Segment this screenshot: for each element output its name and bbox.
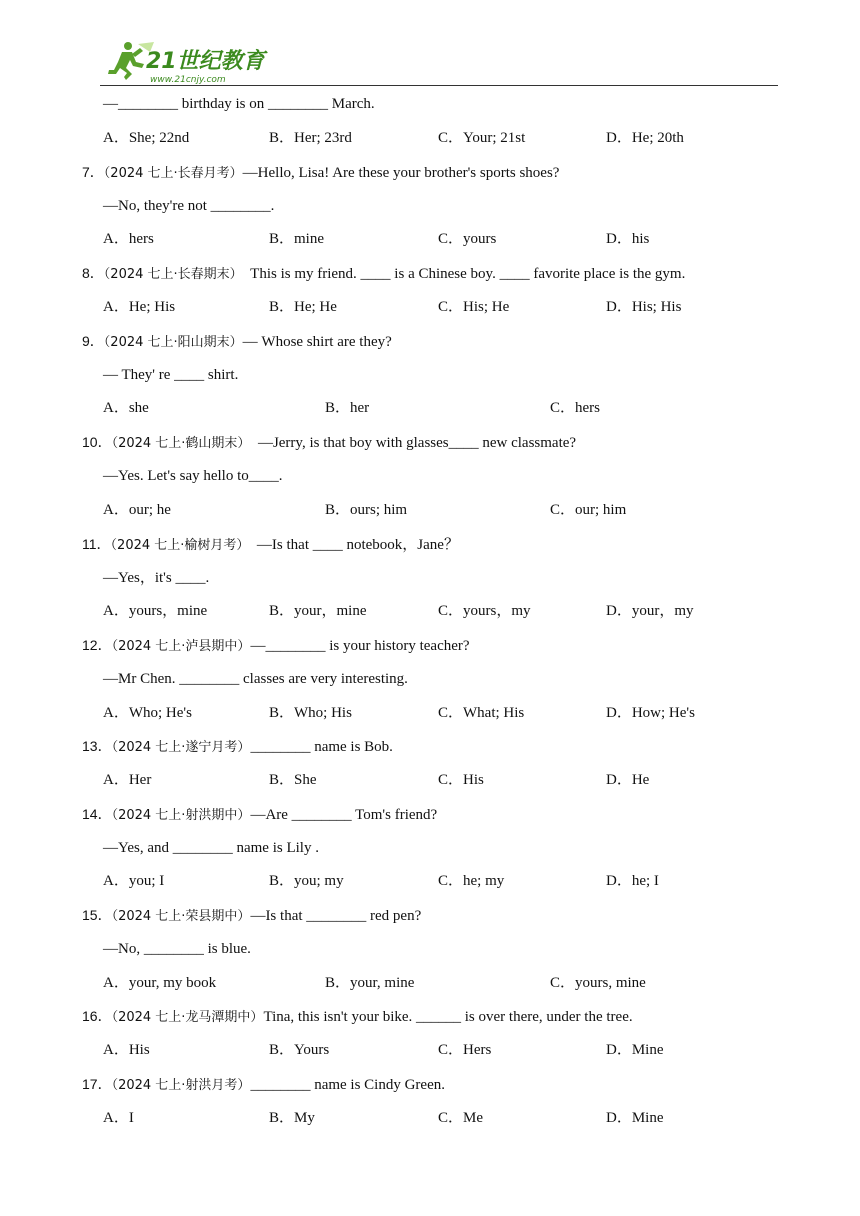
- svg-text:www.21cnjy.com: www.21cnjy.com: [150, 75, 226, 85]
- question-stem: ________ name is Cindy Green.: [250, 1077, 445, 1093]
- question-17: [82, 1074, 445, 1096]
- question-source: （2024 七上·阳山期末）: [103, 335, 243, 350]
- logo-21cnjy: [102, 40, 272, 86]
- question-stem: —Jerry, is that boy with glasses____ new classmate?: [250, 435, 577, 451]
- option: B．mine: [269, 231, 324, 247]
- question-number: 16．: [82, 1008, 112, 1024]
- question-stem: —Is that ________ red pen?: [250, 908, 422, 924]
- option: C．Hers: [438, 1042, 492, 1058]
- question-source: （2024 七上·榆树月考）: [110, 538, 250, 553]
- option: B．She: [269, 772, 317, 788]
- question-number: 10．: [82, 434, 112, 450]
- question-number: 7．: [82, 164, 104, 180]
- question-15: [82, 905, 421, 927]
- option: A．She; 22nd: [103, 130, 190, 146]
- option: D．he; I: [606, 873, 659, 889]
- option: A．He; His: [103, 299, 176, 315]
- question-source: （2024 七上·射洪期中）: [111, 808, 251, 823]
- option: C．Your; 21st: [438, 130, 526, 146]
- question-16: [82, 1006, 633, 1028]
- option: B．ours; him: [325, 502, 408, 518]
- question-follow: —No, they're not ________.: [103, 198, 275, 214]
- question-13: [82, 736, 393, 758]
- question-number: 17．: [82, 1076, 112, 1092]
- question-12: [82, 635, 470, 657]
- question-stem: — Whose shirt are they?: [242, 334, 392, 350]
- question-source: （2024 七上·长春月考）: [103, 166, 243, 181]
- option: A．hers: [103, 231, 154, 247]
- option: D．his: [606, 231, 650, 247]
- question-10: [82, 432, 576, 454]
- question-follow: —Yes, and ________ name is Lily .: [103, 840, 319, 856]
- question-stem: —Are ________ Tom's friend?: [250, 807, 438, 823]
- option: C．yours，my: [438, 603, 531, 619]
- option: C．Me: [438, 1110, 484, 1126]
- option: A．our; he: [103, 502, 171, 518]
- option: B．Yours: [269, 1042, 330, 1058]
- option: A．His: [103, 1042, 150, 1058]
- option: A．Who; He's: [103, 705, 192, 721]
- question-number: 11．: [82, 536, 111, 552]
- question-number: 9．: [82, 333, 104, 349]
- option: B．her: [325, 400, 370, 416]
- question-follow: —No, ________ is blue.: [103, 941, 251, 957]
- question-stem: ________ name is Bob.: [250, 739, 393, 755]
- question-8: [82, 263, 685, 285]
- option: A．you; I: [103, 873, 165, 889]
- option: C．our; him: [550, 502, 627, 518]
- option: D．How; He's: [606, 705, 695, 721]
- option: C．His: [438, 772, 484, 788]
- question-11: [82, 534, 459, 556]
- option: D．Mine: [606, 1110, 664, 1126]
- option: B．Her; 23rd: [269, 130, 352, 146]
- option: B．your, mine: [325, 975, 415, 991]
- question-source: （2024 七上·荣县期中）: [111, 909, 251, 924]
- question-stem: —Hello, Lisa! Are these your brother's sports shoes?: [242, 165, 560, 181]
- question-number: 8．: [82, 265, 104, 281]
- question-7: [82, 162, 559, 184]
- option: C．yours: [438, 231, 497, 247]
- option: B．your，mine: [269, 603, 367, 619]
- question-stem: This is my friend. ____ is a Chinese boy. ____ favorite place is the gym.: [242, 266, 686, 282]
- option: D．Mine: [606, 1042, 664, 1058]
- svg-text:21世纪教育: 21世纪教育: [146, 49, 265, 74]
- option: D．He: [606, 772, 650, 788]
- question-stem: Tina, this isn't your bike. ______ is over there, under the tree.: [263, 1009, 633, 1025]
- option: B．My: [269, 1110, 315, 1126]
- option: B．He; He: [269, 299, 337, 315]
- question-follow: —Mr Chen. ________ classes are very interesting.: [103, 671, 408, 687]
- question-follow: — They' re ____ shirt.: [103, 367, 239, 383]
- question-number: 15．: [82, 907, 112, 923]
- option: A．yours，mine: [103, 603, 208, 619]
- question-number: 12．: [82, 637, 112, 653]
- question-number: 14．: [82, 806, 112, 822]
- option: C．What; His: [438, 705, 525, 721]
- option: D．His; His: [606, 299, 682, 315]
- option: C．yours, mine: [550, 975, 646, 991]
- option: D．He; 20th: [606, 130, 684, 146]
- option: A．she: [103, 400, 149, 416]
- question-follow: —Yes，it's ____.: [103, 570, 210, 586]
- question-source: （2024 七上·长春期末）: [103, 267, 243, 282]
- option: B．Who; His: [269, 705, 352, 721]
- question-source: （2024 七上·龙马潭期中）: [111, 1010, 264, 1025]
- question-number: 13．: [82, 738, 112, 754]
- option: C．hers: [550, 400, 600, 416]
- question-stem: —Is that ____ notebook，Jane？: [249, 537, 459, 553]
- question-14: [82, 804, 437, 826]
- option: A．I: [103, 1110, 134, 1126]
- option: C．His; He: [438, 299, 510, 315]
- question-9: [82, 331, 392, 353]
- question-source: （2024 七上·鹤山期末）: [111, 436, 251, 451]
- question-source: （2024 七上·遂宁月考）: [111, 740, 251, 755]
- option: A．your, my book: [103, 975, 217, 991]
- question-stem: —________ is your history teacher?: [250, 638, 470, 654]
- page-header: [0, 0, 860, 90]
- option: B．you; my: [269, 873, 344, 889]
- option: D．your，my: [606, 603, 694, 619]
- question-source: （2024 七上·射洪月考）: [111, 1078, 251, 1093]
- question-source: （2024 七上·泸县期中）: [111, 639, 251, 654]
- question-follow: —Yes. Let's say hello to____.: [103, 468, 283, 484]
- intro-line: —________ birthday is on ________ March.: [103, 96, 375, 112]
- option: A．Her: [103, 772, 152, 788]
- header-rule: [100, 85, 778, 86]
- option: C．he; my: [438, 873, 505, 889]
